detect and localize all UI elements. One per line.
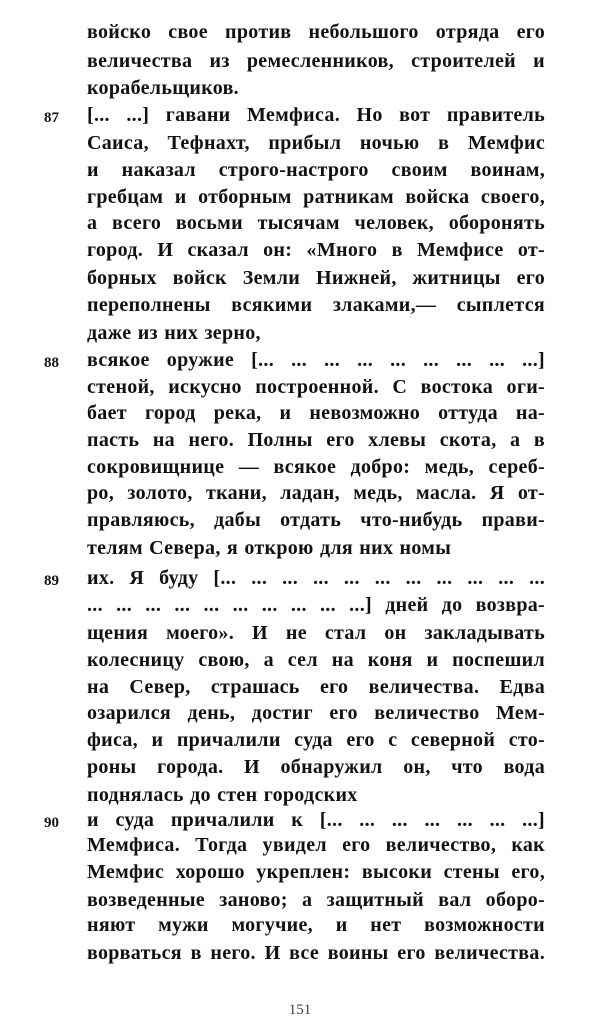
text-line: телям Севера, я открою для них номы <box>87 537 452 559</box>
page-number: 151 <box>288 1002 312 1018</box>
text-line: корабельщиков. <box>87 77 239 99</box>
text-line: стеной, искусно построенной. С востока оги- <box>87 376 545 398</box>
text-line: озарился день, достиг его величество Мем- <box>87 702 545 724</box>
text-line: величества из ремесленников, строителей и <box>87 50 545 72</box>
text-line: их. Я буду [... ... ... ... ... ... ... ... ... ... ... <box>87 567 545 589</box>
text-line: всякое оружие [... ... ... ... ... ... ... ... ...] <box>87 349 545 371</box>
text-line: и суда причалили к [... ... ... ... ... ... ...] <box>87 809 545 831</box>
text-line: колесницу свою, а сел на коня и поспешил <box>87 649 545 671</box>
text-line: войско свое против небольшого отряда его <box>87 21 545 43</box>
text-line: пасть на него. Полны его хлевы скота, а в <box>87 429 545 451</box>
text-line: бает город река, и невозможно оттуда на- <box>87 402 545 424</box>
text-line: роны города. И обнаружил он, что вода <box>87 756 545 778</box>
text-line: на Север, страшась его величества. Едва <box>87 676 545 698</box>
text-line: правляюсь, дабы отдать что-нибудь прави- <box>87 509 545 531</box>
line-number: 87 <box>44 110 59 126</box>
text-line: гребцам и отборным ратникам войска своего, <box>87 186 545 208</box>
text-line: переполнены всякими злаками,— сыплется <box>87 294 545 316</box>
text-line: борных войск Земли Нижней, житницы его <box>87 267 545 289</box>
text-line: город. И сказал он: «Много в Мемфисе от- <box>87 239 545 261</box>
text-line: фиса, и причалили суда его с северной сто- <box>87 729 545 751</box>
line-number: 88 <box>44 355 59 371</box>
text-line: Саиса, Тефнахт, прибыл ночью в Мемфис <box>87 132 545 154</box>
text-line: ... ... ... ... ... ... ... ... ... ...] дней до возвра- <box>87 594 545 616</box>
text-line: Мемфиса. Тогда увидел его величество, как <box>87 834 545 856</box>
text-line: сокровищнице — всякое добро: медь, сереб- <box>87 456 545 478</box>
text-line: а всего восьми тысячам человек, оборонять <box>87 212 545 234</box>
line-number: 90 <box>44 815 59 831</box>
text-line: возведенные заново; а защитный вал оборо- <box>87 889 545 911</box>
text-line: няют мужи могучие, и нет возможности <box>87 914 545 936</box>
text-line: щения моего». И не стал он закладывать <box>87 622 545 644</box>
text-line: ворваться в него. И все воины его величества. <box>87 942 545 964</box>
text-line: [... ...] гавани Мемфиса. Но вот правитель <box>87 104 545 126</box>
text-line: и наказал строго-настрого своим воинам, <box>87 159 545 181</box>
text-line: ро, золото, ткани, ладан, медь, масла. Я от- <box>87 482 545 504</box>
line-number: 89 <box>44 573 59 589</box>
text-line: поднялась до стен городских <box>87 784 358 806</box>
text-line: Мемфис хорошо укреплен: высоки стены его, <box>87 861 545 883</box>
text-line: даже из них зерно, <box>87 322 261 344</box>
